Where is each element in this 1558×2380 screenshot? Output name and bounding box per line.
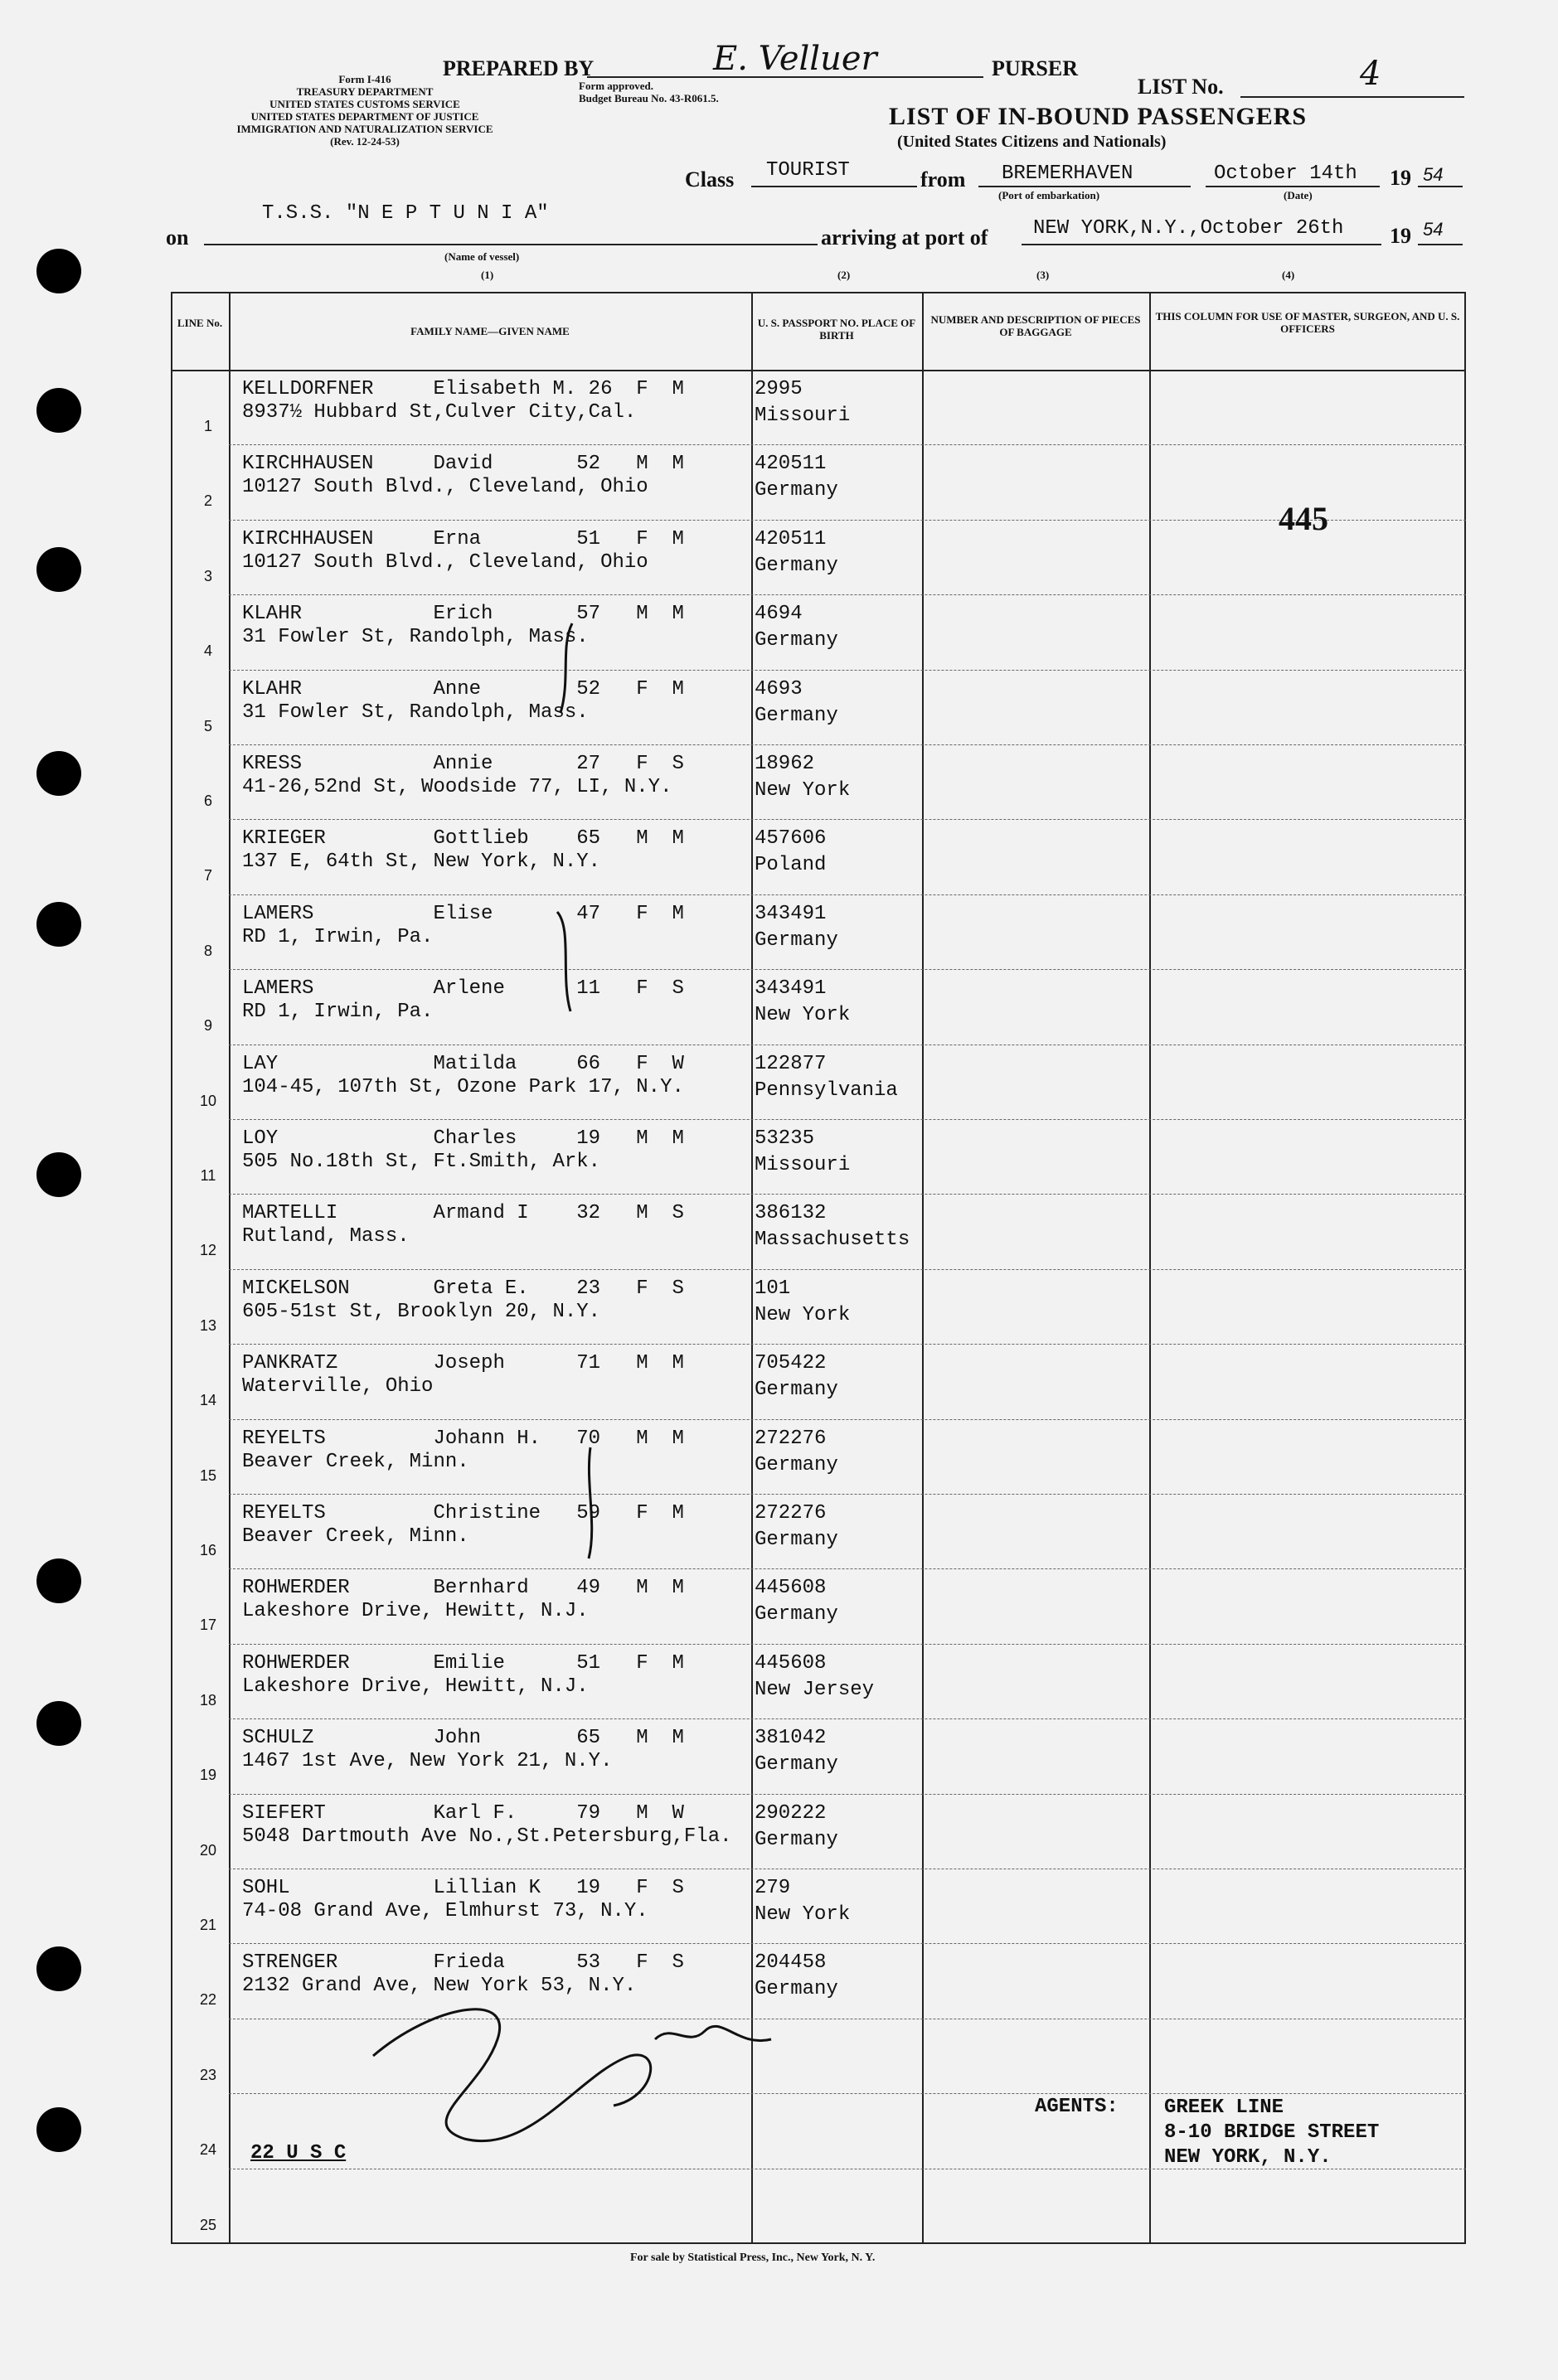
passenger-name: KLAHR Anne 52 F M — [242, 677, 684, 700]
line-number: 24 — [199, 2141, 217, 2159]
col-header-name: FAMILY NAME—GIVEN NAME — [410, 325, 570, 337]
passport-number: 101 — [755, 1277, 791, 1300]
page-title: LIST OF IN-BOUND PASSENGERS — [889, 103, 1308, 130]
place-of-birth: Germany — [755, 629, 838, 652]
signature-mark — [655, 2026, 771, 2040]
passenger-address: 5048 Dartmouth Ave No.,St.Petersburg,Fla. — [242, 1825, 732, 1848]
line-number: 13 — [199, 1316, 217, 1334]
passport-number: 457606 — [755, 827, 827, 851]
arrival-value: NEW YORK,N.Y.,October 26th — [1033, 217, 1344, 240]
passenger-name: LAMERS Elise 47 F M — [242, 902, 684, 925]
class-label: Class — [685, 167, 735, 191]
passenger-name: MICKELSON Greta E. 23 F S — [242, 1277, 684, 1300]
line-number: 1 — [203, 418, 212, 434]
line-number: 14 — [199, 1392, 217, 1409]
place-of-birth: Germany — [755, 704, 838, 727]
passenger-name: LAY Matilda 66 F W — [242, 1052, 684, 1075]
from-label: from — [920, 167, 966, 191]
line-number: 10 — [199, 1092, 217, 1109]
passenger-name: KELLDORFNER Elisabeth M. 26 F M — [242, 378, 684, 400]
col-num: (1) — [481, 269, 494, 281]
agents-line: NEW YORK, N.Y. — [1164, 2146, 1332, 2169]
passenger-address: 31 Fowler St, Randolph, Mass. — [242, 700, 589, 724]
passenger-name: KLAHR Erich 57 M M — [242, 603, 684, 626]
form-service: UNITED STATES CUSTOMS SERVICE — [269, 98, 460, 110]
bracket-mark — [589, 1447, 592, 1558]
line-number: 17 — [199, 1617, 217, 1634]
passenger-name: ROHWERDER Emilie 51 F M — [242, 1651, 684, 1675]
line-number: 6 — [203, 793, 212, 809]
place-of-birth: New York — [755, 779, 851, 802]
agents-address — [1164, 2096, 1379, 2170]
agents-line: 8-10 BRIDGE STREET — [1164, 2121, 1380, 2144]
passenger-address: 41-26,52nd St, Woodside 77, LI, N.Y. — [242, 776, 672, 798]
passport-number: 445608 — [755, 1651, 827, 1675]
line-number: 20 — [199, 1841, 217, 1859]
passenger-address: 505 No.18th St, Ft.Smith, Ark. — [242, 1151, 601, 1173]
arriving-label: arriving at port of — [821, 225, 988, 250]
passenger-address: 74-08 Grand Ave, Elmhurst 73, N.Y. — [242, 1900, 648, 1922]
agents-line: GREEK LINE — [1164, 2096, 1284, 2119]
passenger-address: 1467 1st Ave, New York 21, N.Y. — [242, 1750, 613, 1773]
place-of-birth: New York — [755, 1903, 851, 1926]
place-of-birth: Missouri — [755, 1154, 851, 1176]
passenger-name: SIEFERT Karl F. 79 M W — [242, 1801, 684, 1825]
passport-number: 279 — [755, 1877, 791, 1899]
passport-number: 272276 — [755, 1502, 827, 1524]
year-value: 54 — [1423, 219, 1444, 240]
line-number: 16 — [199, 1542, 217, 1558]
line-number: 5 — [203, 717, 212, 734]
list-no-label: LIST No. — [1138, 75, 1224, 99]
form-service-2: IMMIGRATION AND NATURALIZATION SERVICE — [236, 123, 493, 135]
place-of-birth: Germany — [755, 1603, 838, 1626]
line-number: 11 — [200, 1167, 216, 1184]
col-num: (4) — [1282, 269, 1295, 281]
passenger-address: 137 E, 64th St, New York, N.Y. — [242, 851, 601, 874]
passport-number: 290222 — [755, 1801, 827, 1825]
line-number: 23 — [199, 2066, 217, 2083]
passport-number: 272276 — [755, 1427, 827, 1450]
line-number: 2 — [203, 492, 212, 510]
line-number: 22 — [199, 1991, 217, 2009]
place-of-birth: Germany — [755, 1978, 838, 2001]
place-of-birth: Germany — [755, 1453, 838, 1476]
line-number: 9 — [203, 1017, 212, 1035]
passenger-address: Waterville, Ohio — [242, 1375, 434, 1398]
passenger-address: Rutland, Mass. — [242, 1225, 410, 1248]
date-value: October 14th — [1214, 162, 1357, 185]
place-of-birth: Germany — [755, 928, 838, 952]
place-of-birth: New York — [755, 1303, 851, 1326]
passport-number: 122877 — [755, 1052, 827, 1075]
passenger-name: KIRCHHAUSEN David 52 M M — [242, 453, 684, 476]
col-header-passport: U. S. PASSPORT NO. PLACE OF BIRTH — [757, 317, 916, 342]
passenger-name: KRESS Annie 27 F S — [242, 753, 684, 775]
prepared-by-label: PREPARED BY — [443, 56, 595, 80]
passport-number: 705422 — [755, 1352, 827, 1375]
passport-number: 343491 — [755, 902, 827, 925]
passport-number: 4694 — [755, 603, 803, 626]
agents-label: AGENTS: — [1035, 2096, 1119, 2118]
on-label: on — [166, 225, 189, 250]
prepared-by-signature: E. Velluer — [713, 40, 877, 78]
passenger-address: RD 1, Irwin, Pa. — [242, 925, 434, 948]
place-of-birth: New Jersey — [755, 1678, 875, 1701]
passenger-name: REYELTS Christine 59 F M — [242, 1502, 684, 1524]
passport-number: 204458 — [755, 1951, 827, 1975]
stamp-number: 445 — [1279, 500, 1328, 537]
passport-number: 2995 — [755, 378, 803, 400]
line-number: 18 — [199, 1691, 217, 1709]
line-number: 12 — [199, 1242, 217, 1259]
form-dept: TREASURY DEPARTMENT — [296, 85, 434, 98]
line-number: 4 — [203, 642, 212, 660]
place-of-birth: Massachusetts — [755, 1229, 910, 1252]
passenger-name: PANKRATZ Joseph 71 M M — [242, 1352, 684, 1375]
budget-line: Budget Bureau No. 43-R061.5. — [579, 92, 719, 104]
col-num: (2) — [837, 269, 851, 281]
line-number: 25 — [199, 2216, 217, 2233]
line-number: 21 — [199, 1917, 217, 1933]
place-of-birth: Germany — [755, 1379, 838, 1402]
passport-number: 445608 — [755, 1577, 827, 1600]
passenger-address: 2132 Grand Ave, New York 53, N.Y. — [242, 1975, 637, 1998]
passenger-name: KIRCHHAUSEN Erna 51 F M — [242, 527, 684, 550]
passenger-name: LOY Charles 19 M M — [242, 1127, 684, 1150]
bracket-mark — [557, 912, 570, 1011]
signature-mark — [373, 2009, 651, 2141]
place-of-birth: New York — [755, 1004, 851, 1027]
col-header-officers: THIS COLUMN FOR USE OF MASTER, SURGEON, AND U. S. OFFICERS — [1155, 310, 1460, 335]
date-caption: (Date) — [1284, 189, 1313, 201]
passport-number: 420511 — [755, 527, 827, 550]
place-of-birth: Germany — [755, 554, 838, 577]
place-of-birth: Germany — [755, 1753, 838, 1777]
vessel-caption: (Name of vessel) — [444, 250, 520, 263]
passenger-name: KRIEGER Gottlieb 65 M M — [242, 827, 684, 851]
bracket-mark — [561, 623, 572, 713]
passenger-name: LAMERS Arlene 11 F S — [242, 977, 684, 1001]
passenger-name: ROHWERDER Bernhard 49 M M — [242, 1577, 684, 1600]
place-of-birth: Pennsylvania — [755, 1079, 898, 1102]
passenger-address: 104-45, 107th St, Ozone Park 17, N.Y. — [242, 1075, 684, 1098]
place-of-birth: Germany — [755, 479, 838, 502]
vessel-value: T.S.S. "N E P T U N I A" — [262, 202, 549, 225]
list-no-value: 4 — [1360, 55, 1381, 93]
place-of-birth: Germany — [755, 1529, 838, 1551]
passport-number: 381042 — [755, 1727, 827, 1750]
passenger-name: REYELTS Johann H. 70 M M — [242, 1427, 684, 1450]
purser-label: PURSER — [992, 56, 1079, 80]
page-subtitle: (United States Citizens and Nationals) — [897, 133, 1167, 151]
passenger-address: Beaver Creek, Minn. — [242, 1525, 469, 1548]
passenger-name: STRENGER Frieda 53 F S — [242, 1951, 684, 1975]
passenger-address: Beaver Creek, Minn. — [242, 1450, 469, 1473]
place-of-birth: Poland — [755, 854, 827, 877]
place-of-birth: Germany — [755, 1828, 838, 1851]
from-value: BREMERHAVEN — [1002, 162, 1133, 185]
passport-number: 4693 — [755, 677, 803, 700]
passenger-address: Lakeshore Drive, Hewitt, N.J. — [242, 1675, 589, 1698]
from-caption: (Port of embarkation) — [998, 189, 1100, 201]
budget-line: Form approved. — [579, 80, 654, 92]
footer-text: For sale by Statistical Press, Inc., New York, N. Y. — [630, 2252, 876, 2264]
passenger-address: 8937½ Hubbard St,Culver City,Cal. — [242, 401, 637, 424]
year-prefix: 19 — [1390, 224, 1411, 248]
passenger-name: SCHULZ John 65 M M — [242, 1727, 684, 1750]
form-dept-2: UNITED STATES DEPARTMENT OF JUSTICE — [250, 110, 479, 123]
passenger-address: 605-51st St, Brooklyn 20, N.Y. — [242, 1300, 601, 1323]
year-value: 54 — [1423, 164, 1444, 185]
line-number: 19 — [199, 1767, 217, 1784]
usc-text: 22 U S C — [250, 2142, 347, 2164]
passenger-address: 10127 South Blvd., Cleveland, Ohio — [242, 550, 648, 574]
passport-number: 18962 — [755, 753, 815, 775]
passenger-address: 10127 South Blvd., Cleveland, Ohio — [242, 476, 648, 499]
place-of-birth: Missouri — [755, 405, 851, 427]
passenger-address: 31 Fowler St, Randolph, Mass. — [242, 626, 589, 649]
passenger-name: MARTELLI Armand I 32 M S — [242, 1202, 684, 1225]
col-header-baggage: NUMBER AND DESCRIPTION OF PIECES OF BAGGAGE — [930, 313, 1141, 338]
passport-number: 53235 — [755, 1127, 815, 1150]
class-value: TOURIST — [766, 159, 850, 182]
line-number: 7 — [203, 867, 212, 885]
year-prefix: 19 — [1390, 166, 1411, 190]
col-num: (3) — [1036, 269, 1050, 281]
line-number: 15 — [199, 1466, 217, 1484]
passport-number: 420511 — [755, 453, 827, 476]
line-number: 8 — [203, 942, 212, 959]
passenger-address: RD 1, Irwin, Pa. — [242, 1001, 434, 1024]
line-number: 3 — [203, 567, 212, 584]
col-header-line-no: LINE No. — [177, 317, 223, 329]
form-rev: (Rev. 12-24-53) — [330, 135, 400, 148]
passenger-name: SOHL Lillian K 19 F S — [242, 1877, 684, 1899]
passport-number: 386132 — [755, 1202, 827, 1225]
form-number: Form I-416 — [338, 73, 391, 85]
passenger-address: Lakeshore Drive, Hewitt, N.J. — [242, 1600, 589, 1623]
passport-number: 343491 — [755, 977, 827, 1001]
